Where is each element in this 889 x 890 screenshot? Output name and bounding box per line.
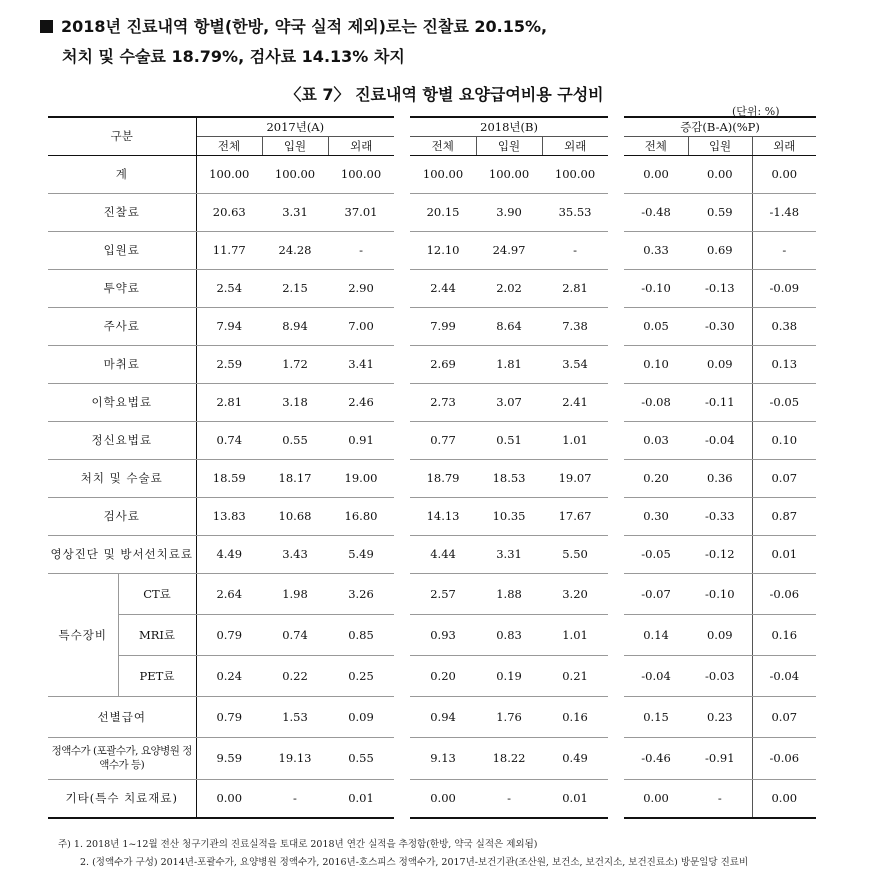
value-cell: 17.67 xyxy=(542,498,608,536)
value-cell: 0.10 xyxy=(752,422,816,460)
gap-cell xyxy=(608,738,624,780)
value-cell: 3.07 xyxy=(476,384,542,422)
gap-cell xyxy=(608,137,624,156)
value-cell: 0.00 xyxy=(196,780,262,818)
value-cell: -0.13 xyxy=(688,270,752,308)
value-cell: 2.02 xyxy=(476,270,542,308)
table-row xyxy=(48,346,816,384)
value-cell: 12.10 xyxy=(410,232,476,270)
row-group-label: 특수장비 xyxy=(48,574,118,697)
value-cell: -0.30 xyxy=(688,308,752,346)
value-cell: 0.20 xyxy=(624,460,688,498)
table-row xyxy=(48,536,816,574)
value-cell: 0.59 xyxy=(688,194,752,232)
row-label: 주사료 xyxy=(48,308,196,346)
value-cell: 5.50 xyxy=(542,536,608,574)
gap-cell xyxy=(394,422,410,460)
value-cell: 0.51 xyxy=(476,422,542,460)
row-label: 계 xyxy=(48,156,196,194)
value-cell: - xyxy=(262,780,328,818)
value-cell: 7.00 xyxy=(328,308,394,346)
value-cell: 2.64 xyxy=(196,574,262,615)
row-label: 검사료 xyxy=(48,498,196,536)
value-cell: 0.25 xyxy=(328,656,394,697)
value-cell: -0.09 xyxy=(752,270,816,308)
gap-cell xyxy=(608,615,624,656)
table-row xyxy=(48,656,816,697)
value-cell: 0.23 xyxy=(688,697,752,738)
value-cell: 18.79 xyxy=(410,460,476,498)
table-row xyxy=(48,194,816,232)
row-label: 정액수가 (포괄수가, 요양병원 정액수가 등) xyxy=(48,738,196,780)
value-cell: - xyxy=(688,780,752,818)
value-cell: 0.13 xyxy=(752,346,816,384)
value-cell: 0.16 xyxy=(752,615,816,656)
row-label: 마취료 xyxy=(48,346,196,384)
value-cell: 100.00 xyxy=(476,156,542,194)
value-cell: 1.53 xyxy=(262,697,328,738)
value-cell: -1.48 xyxy=(752,194,816,232)
gap-cell xyxy=(394,536,410,574)
group-header-1: 2018년(B) xyxy=(410,117,608,137)
gap-cell xyxy=(394,156,410,194)
value-cell: 18.59 xyxy=(196,460,262,498)
value-cell: -0.05 xyxy=(752,384,816,422)
value-cell: 4.44 xyxy=(410,536,476,574)
group-header-0: 2017년(A) xyxy=(196,117,394,137)
row-label: 투약료 xyxy=(48,270,196,308)
value-cell: 0.85 xyxy=(328,615,394,656)
gap-cell xyxy=(394,346,410,384)
heading-line-1-text: 2018년 진료내역 항별(한방, 약국 실적 제외)로는 진찰료 20.15%, xyxy=(61,17,548,36)
value-cell: 0.09 xyxy=(688,346,752,384)
gap-cell xyxy=(608,498,624,536)
value-cell: 3.31 xyxy=(262,194,328,232)
value-cell: 24.97 xyxy=(476,232,542,270)
value-cell: 0.55 xyxy=(328,738,394,780)
value-cell: 3.90 xyxy=(476,194,542,232)
value-cell: 0.20 xyxy=(410,656,476,697)
value-cell: - xyxy=(476,780,542,818)
value-cell: 7.99 xyxy=(410,308,476,346)
value-cell: 3.18 xyxy=(262,384,328,422)
value-cell: 0.09 xyxy=(688,615,752,656)
value-cell: 2.69 xyxy=(410,346,476,384)
value-cell: 18.53 xyxy=(476,460,542,498)
value-cell: 0.79 xyxy=(196,615,262,656)
value-cell: 0.07 xyxy=(752,460,816,498)
table-row xyxy=(48,780,816,818)
value-cell: 0.69 xyxy=(688,232,752,270)
value-cell: 0.49 xyxy=(542,738,608,780)
value-cell: 1.72 xyxy=(262,346,328,384)
gap-cell xyxy=(394,697,410,738)
subheader-1-0: 전체 xyxy=(410,137,476,156)
value-cell: 0.21 xyxy=(542,656,608,697)
gap-cell xyxy=(608,156,624,194)
row-label: MRI료 xyxy=(118,615,196,656)
row-label: CT료 xyxy=(118,574,196,615)
value-cell: 100.00 xyxy=(542,156,608,194)
value-cell: 100.00 xyxy=(410,156,476,194)
value-cell: -0.48 xyxy=(624,194,688,232)
value-cell: -0.10 xyxy=(624,270,688,308)
value-cell: 14.13 xyxy=(410,498,476,536)
table-row xyxy=(48,232,816,270)
value-cell: 1.01 xyxy=(542,422,608,460)
row-label: 이학요법료 xyxy=(48,384,196,422)
value-cell: -0.04 xyxy=(624,656,688,697)
gap-cell xyxy=(608,346,624,384)
value-cell: 9.59 xyxy=(196,738,262,780)
value-cell: 0.00 xyxy=(410,780,476,818)
cost-composition-table xyxy=(48,116,816,819)
heading-line-1 xyxy=(40,14,547,37)
subheader-2-2: 외래 xyxy=(752,137,816,156)
value-cell: 4.49 xyxy=(196,536,262,574)
subheader-2-0: 전체 xyxy=(624,137,688,156)
value-cell: 7.94 xyxy=(196,308,262,346)
value-cell: 20.15 xyxy=(410,194,476,232)
gap-cell xyxy=(608,780,624,818)
value-cell: -0.12 xyxy=(688,536,752,574)
value-cell: 3.31 xyxy=(476,536,542,574)
table-row xyxy=(48,270,816,308)
subheader-0-2: 외래 xyxy=(328,137,394,156)
value-cell: 0.10 xyxy=(624,346,688,384)
value-cell: 1.01 xyxy=(542,615,608,656)
value-cell: 13.83 xyxy=(196,498,262,536)
value-cell: 2.57 xyxy=(410,574,476,615)
value-cell: 0.07 xyxy=(752,697,816,738)
table-caption: 〈표 7〉 진료내역 항별 요양급여비용 구성비 xyxy=(285,85,604,104)
row-label: 선별급여 xyxy=(48,697,196,738)
footnote-1: 주) 1. 2018년 1~12월 전산 청구기관의 진료실적을 토대로 2018년 연간 실적을 추정함(한방, 약국 실적은 제외됨) xyxy=(58,839,538,850)
value-cell: -0.06 xyxy=(752,574,816,615)
value-cell: 0.14 xyxy=(624,615,688,656)
value-cell: -0.05 xyxy=(624,536,688,574)
value-cell: 35.53 xyxy=(542,194,608,232)
row-label: PET료 xyxy=(118,656,196,697)
group-header-2: 증감(B-A)(%P) xyxy=(624,117,816,137)
value-cell: 2.73 xyxy=(410,384,476,422)
unit-label: (단위: %) xyxy=(732,105,780,118)
row-label: 영상진단 및 방서선치료료 xyxy=(48,536,196,574)
value-cell: 16.80 xyxy=(328,498,394,536)
value-cell: 0.09 xyxy=(328,697,394,738)
gap-cell xyxy=(608,270,624,308)
value-cell: 0.55 xyxy=(262,422,328,460)
value-cell: 9.13 xyxy=(410,738,476,780)
subheader-0-1: 입원 xyxy=(262,137,328,156)
value-cell: 2.41 xyxy=(542,384,608,422)
value-cell: 8.94 xyxy=(262,308,328,346)
value-cell: 10.35 xyxy=(476,498,542,536)
value-cell: 0.30 xyxy=(624,498,688,536)
corner-header: 구분 xyxy=(48,117,196,156)
subheader-1-1: 입원 xyxy=(476,137,542,156)
value-cell: 0.01 xyxy=(752,536,816,574)
value-cell: 100.00 xyxy=(196,156,262,194)
value-cell: 19.13 xyxy=(262,738,328,780)
value-cell: -0.04 xyxy=(752,656,816,697)
table-row xyxy=(48,156,816,194)
value-cell: 1.81 xyxy=(476,346,542,384)
value-cell: 0.87 xyxy=(752,498,816,536)
gap-cell xyxy=(608,308,624,346)
value-cell: - xyxy=(542,232,608,270)
value-cell: 2.59 xyxy=(196,346,262,384)
value-cell: 3.54 xyxy=(542,346,608,384)
value-cell: 0.00 xyxy=(624,156,688,194)
value-cell: -0.06 xyxy=(752,738,816,780)
gap-cell xyxy=(394,780,410,818)
table-row xyxy=(48,308,816,346)
gap-cell xyxy=(394,117,410,137)
value-cell: 20.63 xyxy=(196,194,262,232)
heading-line-2: 처치 및 수술료 18.79%, 검사료 14.13% 차지 xyxy=(62,47,405,66)
value-cell: 0.00 xyxy=(624,780,688,818)
value-cell: 0.00 xyxy=(752,156,816,194)
value-cell: 2.44 xyxy=(410,270,476,308)
value-cell: - xyxy=(752,232,816,270)
gap-cell xyxy=(394,738,410,780)
table-row xyxy=(48,697,816,738)
value-cell: 0.01 xyxy=(328,780,394,818)
row-label: 진찰료 xyxy=(48,194,196,232)
footnote-2: 2. (정액수가 구성) 2014년-포괄수가, 요양병원 정액수가, 2016년-호스피스 정액수가, 2017년-보건기관(조산원, 보건소, 보건지소, 보건진료소) 방문일당 진료비 xyxy=(80,857,749,868)
value-cell: 0.91 xyxy=(328,422,394,460)
value-cell: 8.64 xyxy=(476,308,542,346)
value-cell: 0.93 xyxy=(410,615,476,656)
gap-cell xyxy=(608,460,624,498)
value-cell: 7.38 xyxy=(542,308,608,346)
gap-cell xyxy=(394,384,410,422)
gap-cell xyxy=(394,656,410,697)
value-cell: 0.24 xyxy=(196,656,262,697)
gap-cell xyxy=(394,194,410,232)
subheader-0-0: 전체 xyxy=(196,137,262,156)
gap-cell xyxy=(608,232,624,270)
value-cell: 0.36 xyxy=(688,460,752,498)
value-cell: -0.11 xyxy=(688,384,752,422)
value-cell: 3.20 xyxy=(542,574,608,615)
value-cell: -0.07 xyxy=(624,574,688,615)
value-cell: - xyxy=(328,232,394,270)
table-row xyxy=(48,384,816,422)
gap-cell xyxy=(394,498,410,536)
value-cell: 2.90 xyxy=(328,270,394,308)
gap-cell xyxy=(394,270,410,308)
value-cell: 0.33 xyxy=(624,232,688,270)
subheader-1-2: 외래 xyxy=(542,137,608,156)
gap-cell xyxy=(394,137,410,156)
value-cell: -0.91 xyxy=(688,738,752,780)
table-row xyxy=(48,460,816,498)
value-cell: 0.03 xyxy=(624,422,688,460)
value-cell: 0.74 xyxy=(262,615,328,656)
gap-cell xyxy=(608,536,624,574)
value-cell: -0.08 xyxy=(624,384,688,422)
row-label: 처치 및 수술료 xyxy=(48,460,196,498)
value-cell: 0.83 xyxy=(476,615,542,656)
value-cell: 100.00 xyxy=(262,156,328,194)
row-label: 입원료 xyxy=(48,232,196,270)
value-cell: 2.46 xyxy=(328,384,394,422)
value-cell: 0.74 xyxy=(196,422,262,460)
value-cell: 11.77 xyxy=(196,232,262,270)
value-cell: 18.22 xyxy=(476,738,542,780)
value-cell: 0.19 xyxy=(476,656,542,697)
value-cell: 0.94 xyxy=(410,697,476,738)
value-cell: 100.00 xyxy=(328,156,394,194)
gap-cell xyxy=(608,117,624,137)
gap-cell xyxy=(394,460,410,498)
value-cell: 0.05 xyxy=(624,308,688,346)
table-row xyxy=(48,615,816,656)
gap-cell xyxy=(394,308,410,346)
value-cell: 18.17 xyxy=(262,460,328,498)
value-cell: -0.46 xyxy=(624,738,688,780)
value-cell: 2.54 xyxy=(196,270,262,308)
gap-cell xyxy=(608,697,624,738)
value-cell: 1.76 xyxy=(476,697,542,738)
value-cell: 1.88 xyxy=(476,574,542,615)
value-cell: 5.49 xyxy=(328,536,394,574)
gap-cell xyxy=(608,422,624,460)
value-cell: 0.00 xyxy=(688,156,752,194)
value-cell: 19.07 xyxy=(542,460,608,498)
value-cell: 0.15 xyxy=(624,697,688,738)
gap-cell xyxy=(608,384,624,422)
value-cell: 0.16 xyxy=(542,697,608,738)
table-row xyxy=(48,422,816,460)
value-cell: 0.00 xyxy=(752,780,816,818)
gap-cell xyxy=(394,615,410,656)
value-cell: -0.33 xyxy=(688,498,752,536)
gap-cell xyxy=(608,574,624,615)
gap-cell xyxy=(394,232,410,270)
value-cell: 2.81 xyxy=(542,270,608,308)
value-cell: 2.15 xyxy=(262,270,328,308)
table-row xyxy=(48,738,816,780)
value-cell: 3.43 xyxy=(262,536,328,574)
value-cell: -0.03 xyxy=(688,656,752,697)
value-cell: 3.41 xyxy=(328,346,394,384)
value-cell: 0.79 xyxy=(196,697,262,738)
value-cell: -0.04 xyxy=(688,422,752,460)
value-cell: -0.10 xyxy=(688,574,752,615)
gap-cell xyxy=(608,194,624,232)
value-cell: 0.77 xyxy=(410,422,476,460)
gap-cell xyxy=(394,574,410,615)
value-cell: 10.68 xyxy=(262,498,328,536)
value-cell: 37.01 xyxy=(328,194,394,232)
subheader-2-1: 입원 xyxy=(688,137,752,156)
row-label: 기타(특수 치료재료) xyxy=(48,780,196,818)
value-cell: 24.28 xyxy=(262,232,328,270)
table-row xyxy=(48,498,816,536)
value-cell: 0.01 xyxy=(542,780,608,818)
square-bullet-icon xyxy=(40,20,53,33)
table-row xyxy=(48,574,816,615)
value-cell: 0.22 xyxy=(262,656,328,697)
value-cell: 2.81 xyxy=(196,384,262,422)
row-label: 정신요법료 xyxy=(48,422,196,460)
value-cell: 19.00 xyxy=(328,460,394,498)
gap-cell xyxy=(608,656,624,697)
value-cell: 1.98 xyxy=(262,574,328,615)
value-cell: 0.38 xyxy=(752,308,816,346)
value-cell: 3.26 xyxy=(328,574,394,615)
